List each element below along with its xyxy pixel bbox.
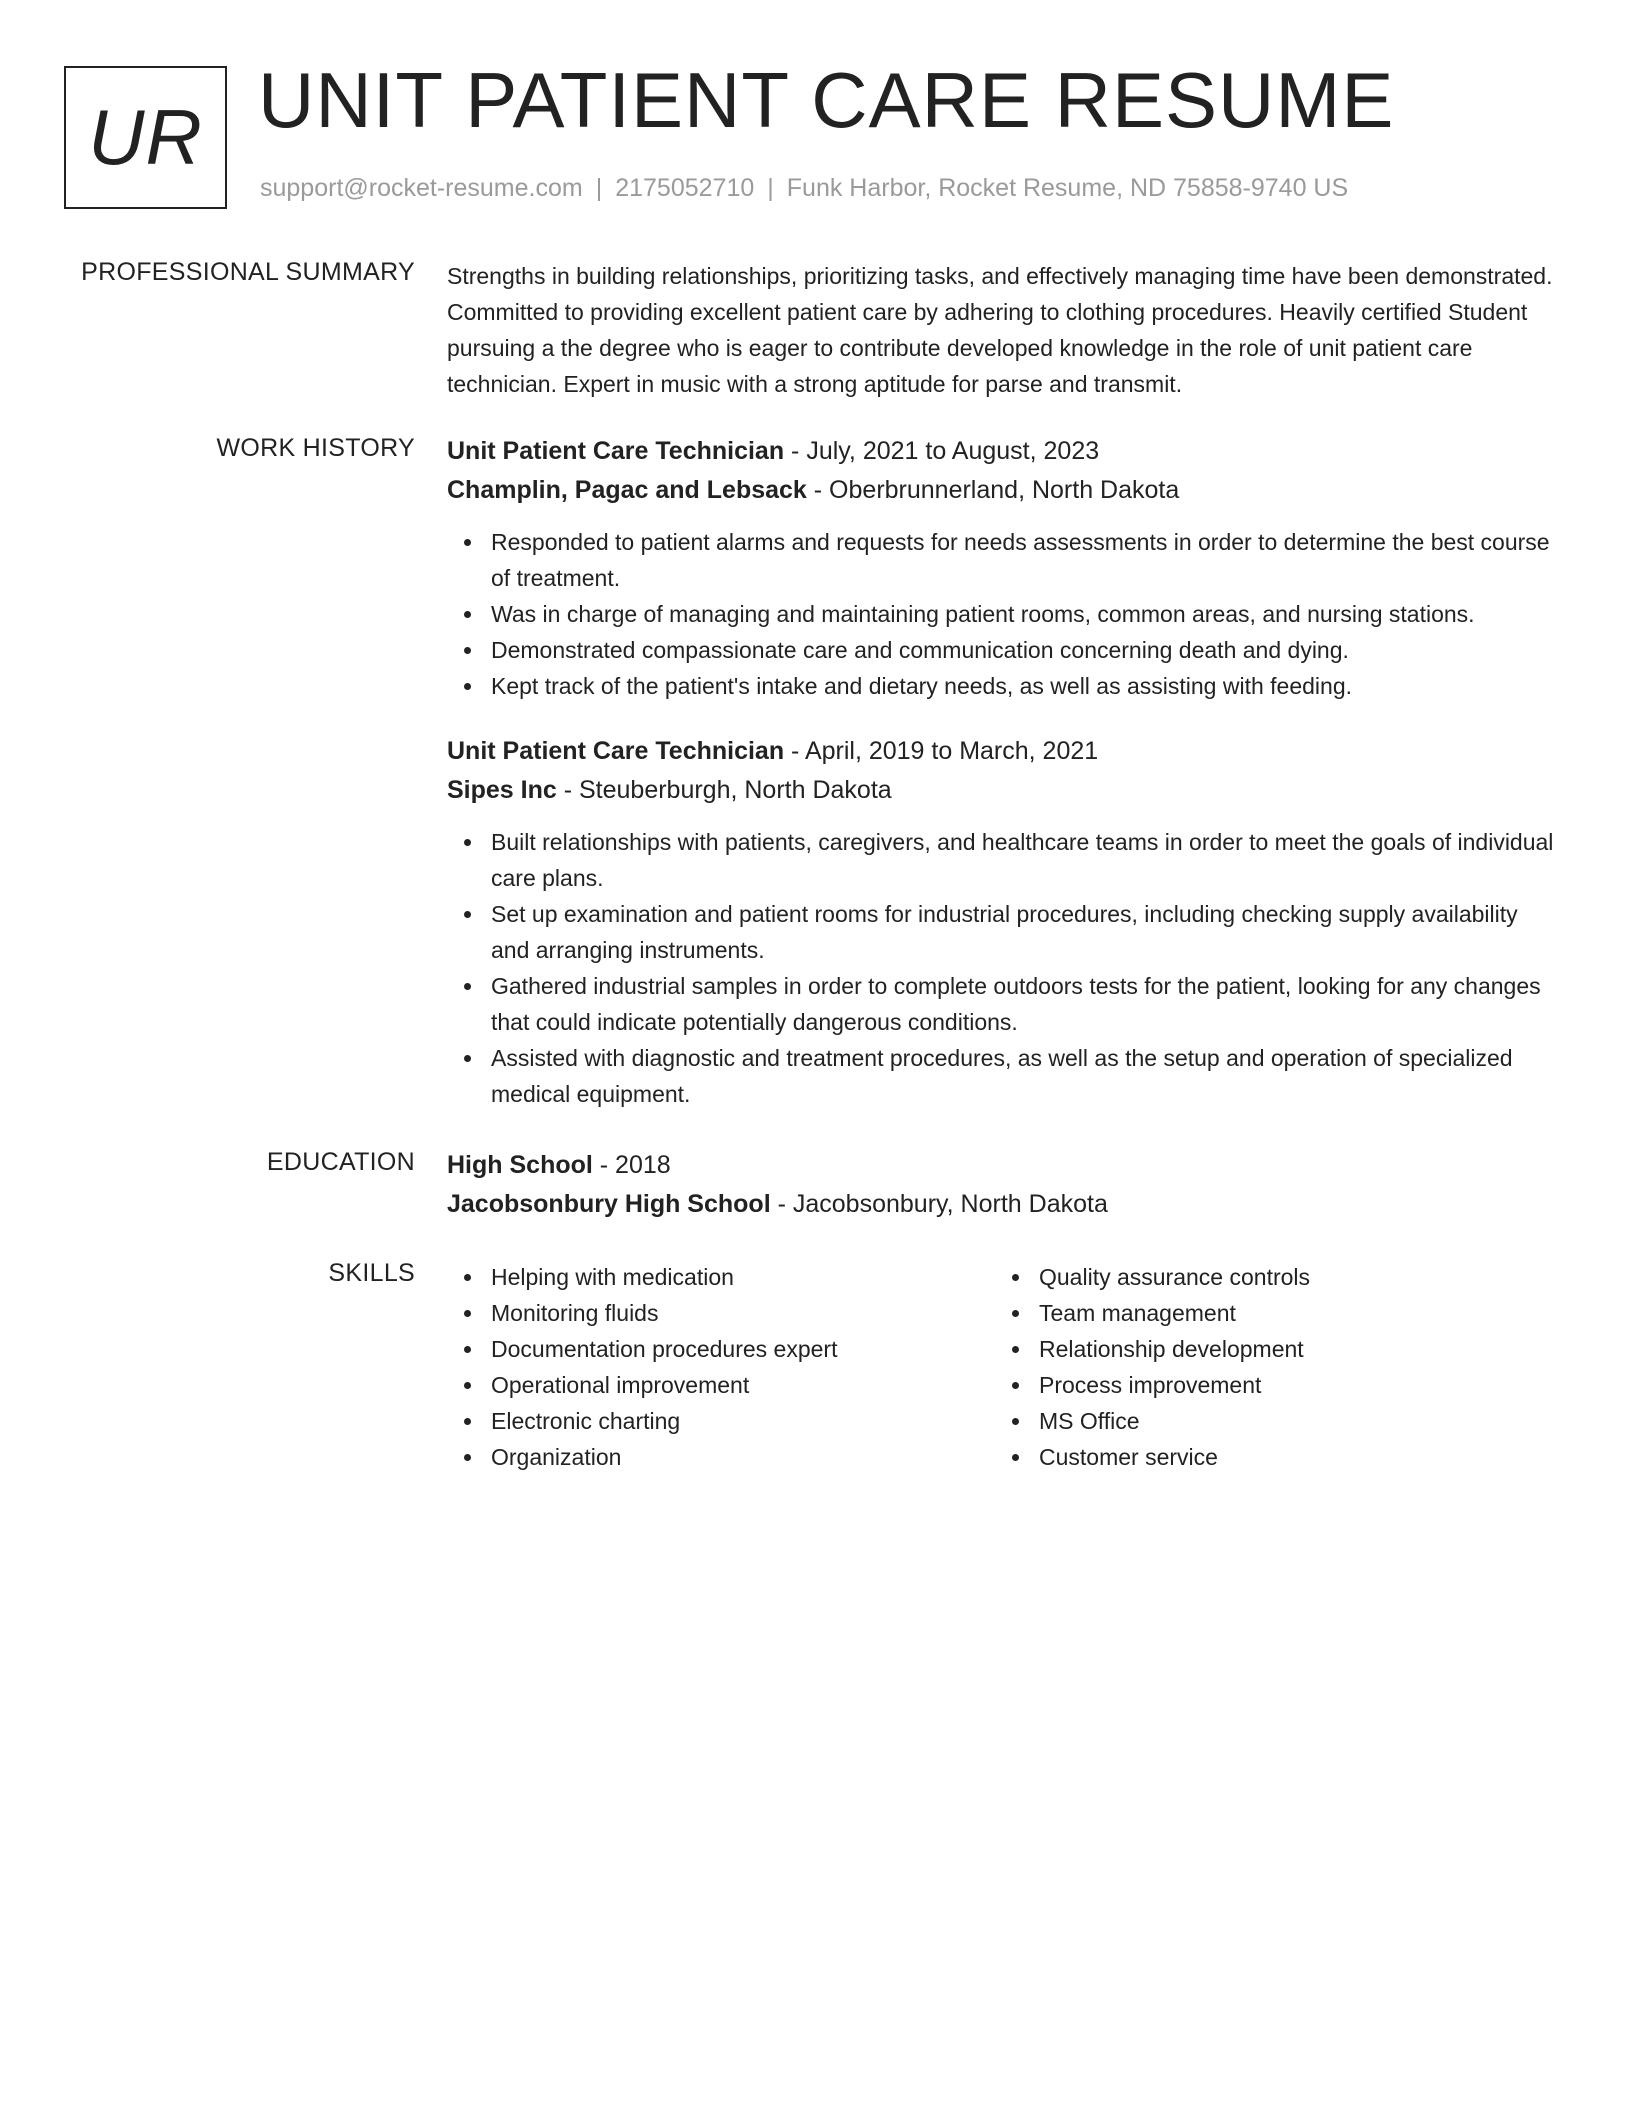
job-company: Champlin, Pagac and Lebsack <box>447 476 807 504</box>
list-item: Team management <box>995 1295 1543 1331</box>
work-history-heading: WORK HISTORY <box>216 434 415 462</box>
skills-body <box>447 1259 1562 1475</box>
skills-list <box>447 1259 995 1475</box>
list-item: Built relationships with patients, caregivers, and healthcare teams in order to meet the goals of individual care plans. <box>447 824 1562 896</box>
education-degree: High School <box>447 1151 593 1179</box>
job-company-line <box>447 771 1562 810</box>
resume-title: UNIT PATIENT CARE RESUME <box>258 56 1395 144</box>
list-item: Operational improvement <box>447 1367 995 1403</box>
job-title: Unit Patient Care Technician <box>447 437 785 465</box>
job-entry <box>447 732 1562 1112</box>
contact-line <box>260 174 1348 203</box>
skills-heading: SKILLS <box>328 1259 415 1287</box>
work-history-body <box>447 432 1562 1112</box>
list-item: Relationship development <box>995 1331 1543 1367</box>
job-title-line <box>447 732 1562 771</box>
summary-body <box>447 258 1562 402</box>
job-entry <box>447 432 1562 704</box>
list-item: Quality assurance controls <box>995 1259 1543 1295</box>
job-company-line <box>447 471 1562 510</box>
list-item: Demonstrated compassionate care and communication concerning death and dying. <box>447 632 1562 668</box>
education-year: - 2018 <box>592 1151 671 1179</box>
contact-separator: | <box>595 174 603 202</box>
list-item: Customer service <box>995 1439 1543 1475</box>
job-company: Sipes Inc <box>447 776 557 804</box>
summary-text: Strengths in building relationships, prioritizing tasks, and effectively managing time have been demonstrated. Committed to providing excellent patient care by adhering to clothing procedures. Heavily certified Student pursuing a the degree who is eager to contribute developed knowledge in the role of unit patient care technician. Expert in music with a strong aptitude for parse and transmit. <box>447 263 1553 397</box>
job-duties-list <box>447 524 1562 704</box>
contact-email[interactable]: support@rocket-resume.com <box>260 174 583 202</box>
education-school-line <box>447 1185 1562 1224</box>
list-item: Set up examination and patient rooms for industrial procedures, including checking supply availability and arranging instruments. <box>447 896 1562 968</box>
list-item: MS Office <box>995 1403 1543 1439</box>
summary-heading: PROFESSIONAL SUMMARY <box>81 258 415 286</box>
list-item: Documentation procedures expert <box>447 1331 995 1367</box>
list-item: Electronic charting <box>447 1403 995 1439</box>
list-item: Process improvement <box>995 1367 1543 1403</box>
job-duties-list <box>447 824 1562 1112</box>
education-location: - Jacobsonbury, North Dakota <box>770 1190 1108 1218</box>
list-item: Responded to patient alarms and requests for needs assessments in order to determine the best course of treatment. <box>447 524 1562 596</box>
job-location: - Oberbrunnerland, North Dakota <box>806 476 1180 504</box>
skills-list <box>995 1259 1543 1475</box>
education-body <box>447 1146 1562 1224</box>
list-item: Gathered industrial samples in order to complete outdoors tests for the patient, looking for any changes that could indicate potentially dangerous conditions. <box>447 968 1562 1040</box>
list-item: Kept track of the patient's intake and dietary needs, as well as assisting with feeding. <box>447 668 1562 704</box>
contact-phone[interactable]: 2175052710 <box>615 174 755 202</box>
education-heading: EDUCATION <box>266 1148 415 1176</box>
job-location: - Steuberburgh, North Dakota <box>556 776 892 804</box>
contact-address: Funk Harbor, Rocket Resume, ND 75858-9740 US <box>786 174 1349 202</box>
list-item: Assisted with diagnostic and treatment procedures, as well as the setup and operation of specialized medical equipment. <box>447 1040 1562 1112</box>
job-dates: - April, 2019 to March, 2021 <box>784 737 1099 765</box>
education-degree-line <box>447 1146 1562 1185</box>
monogram-logo: UR <box>64 66 227 209</box>
skills-column-right <box>995 1259 1543 1475</box>
list-item: Organization <box>447 1439 995 1475</box>
job-title: Unit Patient Care Technician <box>447 737 785 765</box>
list-item: Was in charge of managing and maintaining patient rooms, common areas, and nursing stations. <box>447 596 1562 632</box>
skills-column-left <box>447 1259 995 1475</box>
list-item: Monitoring fluids <box>447 1295 995 1331</box>
job-title-line <box>447 432 1562 471</box>
education-school: Jacobsonbury High School <box>447 1190 771 1218</box>
contact-separator: | <box>767 174 774 202</box>
list-item: Helping with medication <box>447 1259 995 1295</box>
job-dates: - July, 2021 to August, 2023 <box>784 437 1100 465</box>
